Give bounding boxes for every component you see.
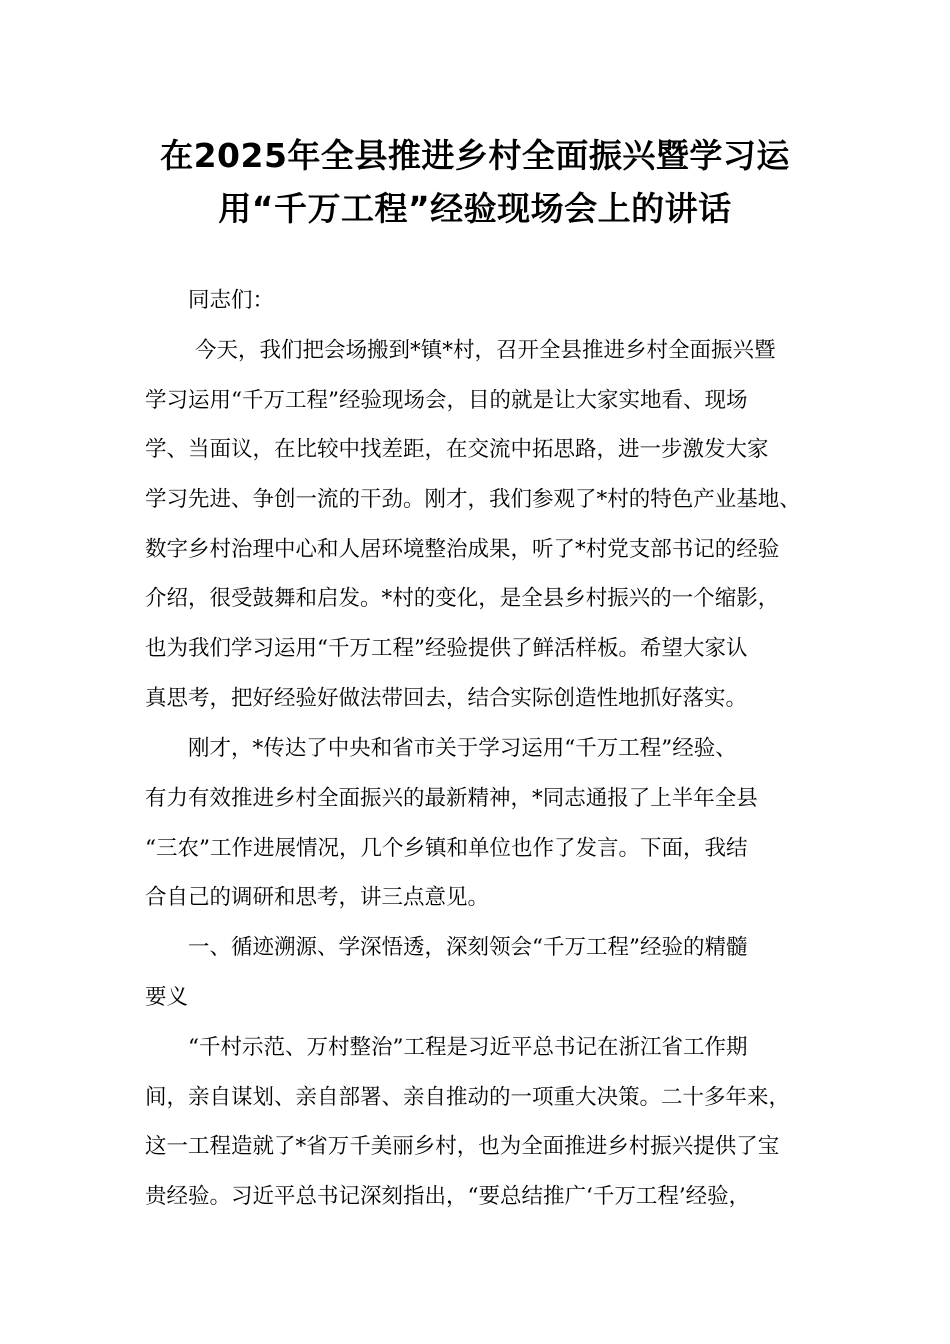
body-line: “千村示范、万村整治”工程是习近平总书记在浙江省工作期 (188, 1035, 748, 1060)
body-line: 合自己的调研和思考，讲三点意见。 (145, 885, 490, 910)
body-line-salutation: 同志们： (188, 288, 275, 313)
body-line: 贵经验。习近平总书记深刻指出，“要总结推广‘千万工程’经验， (145, 1184, 751, 1209)
section-heading-line: 要义 (145, 985, 189, 1010)
body-line: 学习运用“千万工程”经验现场会，目的就是让大家实地看、现场 (145, 388, 748, 413)
body-line: 刚才，*传达了中央和省市关于学习运用“千万工程”经验、 (188, 736, 737, 761)
body-line: 今天，我们把会场搬到*镇*村，召开全县推进乡村全面振兴暨 (195, 338, 776, 363)
document-title-line-2: 用“千万工程”经验现场会上的讲话 (218, 189, 732, 228)
body-line: 有力有效推进乡村全面振兴的最新精神，*同志通报了上半年全县 (145, 786, 758, 811)
body-line: 也为我们学习运用“千万工程”经验提供了鲜活样板。希望大家认 (145, 636, 748, 661)
body-line: 真思考，把好经验好做法带回去，结合实际创造性地抓好落实。 (145, 686, 748, 711)
body-line: 介绍，很受鼓舞和启发。*村的变化，是全县乡村振兴的一个缩影， (145, 586, 780, 611)
body-line: 学、当面议，在比较中找差距，在交流中拓思路，进一步激发大家 (145, 437, 769, 462)
section-heading-line: 一、循迹溯源、学深悟透，深刻领会“千万工程”经验的精髓 (188, 935, 748, 960)
body-line: 间，亲自谋划、亲自部署、亲自推动的一项重大决策。二十多年来， (145, 1085, 791, 1110)
document-title-line-1: 在2025年全县推进乡村全面振兴暨学习运 (160, 136, 790, 175)
body-line: “三农”工作进展情况，几个乡镇和单位也作了发言。下面，我结 (145, 836, 748, 861)
body-line: 学习先进、争创一流的干劲。刚才，我们参观了*村的特色产业基地、 (145, 487, 801, 512)
body-line: 这一工程造就了*省万千美丽乡村，也为全面推进乡村振兴提供了宝 (145, 1134, 780, 1159)
body-line: 数字乡村治理中心和人居环境整治成果，听了*村党支部书记的经验 (145, 537, 780, 562)
